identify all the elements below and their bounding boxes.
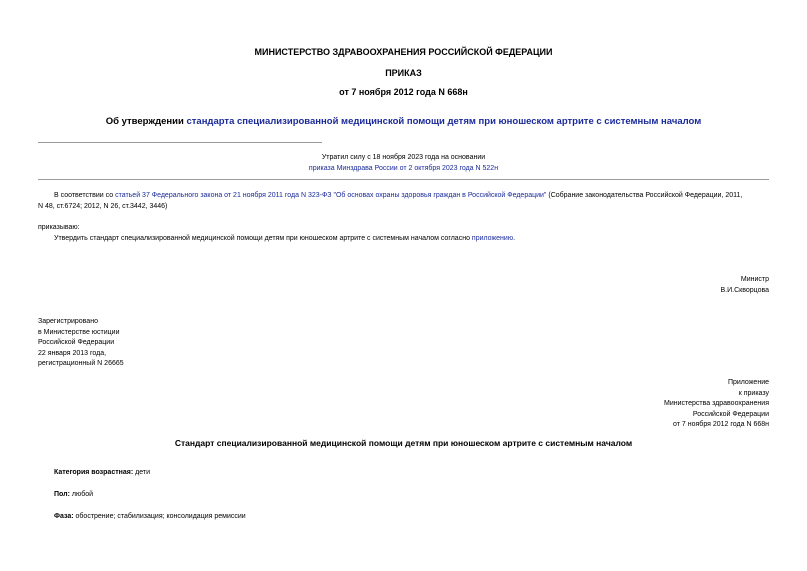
title-standard-link[interactable]: стандарта специализированной медицинской помощи детям при юношеском артрите с системным началом — [186, 116, 702, 127]
preamble-continuation: N 48, ст.6724; 2012, N 26, ст.3442, 3446) — [38, 203, 168, 210]
doc-date-number: от 7 ноября 2012 года N 668н — [339, 87, 468, 97]
appendix-block — [664, 378, 769, 431]
appendix-link[interactable]: приложению — [471, 235, 514, 242]
age-category-value: дети — [133, 469, 150, 476]
registration-block — [38, 317, 124, 370]
phase-field — [54, 512, 246, 523]
preamble-text-b: (Собрание законодательства Российской Федерации, 2011, — [546, 192, 743, 199]
doc-type-heading: ПРИКАЗ — [385, 68, 422, 78]
order-text-b: . — [513, 235, 516, 242]
status-link-line — [0, 164, 807, 175]
status-divider — [38, 179, 769, 180]
phase-value: обострение; стабилизация; консолидация ремиссии — [73, 513, 246, 520]
document-title — [0, 116, 807, 127]
order-paragraph — [54, 234, 515, 245]
sex-label: Пол: — [54, 491, 70, 498]
law-article-link[interactable]: статьей 37 Федерального закона от 21 ноября 2011 года N 323-ФЗ "Об основах охраны здоровья граждан в Российской Федерации" — [115, 192, 547, 199]
preamble-text-a: В соответствии со — [54, 192, 116, 199]
phase-label: Фаза: — [54, 513, 74, 520]
sex-field — [54, 490, 93, 501]
registration-line: 22 января 2013 года, — [38, 349, 107, 357]
registration-line: Российской Федерации — [38, 339, 115, 346]
appendix-line: Приложение — [727, 379, 769, 386]
age-category-label: Категория возрастная: — [54, 469, 134, 476]
status-line: Утратил силу с 18 ноября 2023 года на основании — [321, 154, 486, 161]
appendix-line: Министерства здравоохранения — [664, 400, 769, 407]
appendix-line: Российской Федерации — [692, 410, 769, 418]
top-divider — [38, 142, 322, 143]
preamble-paragraph — [38, 191, 769, 202]
registration-line: Зарегистрировано — [38, 318, 98, 325]
standard-title: Стандарт специализированной медицинской помощи детям при юношеском артрите с системным началом — [174, 438, 633, 448]
appendix-line: к приказу — [738, 389, 769, 397]
order-text-a: Утвердить стандарт специализированной медицинской помощи детям при юношеском артрите с системным началом согласно — [54, 235, 472, 242]
appendix-line: от 7 ноября 2012 года N 668н — [673, 421, 769, 428]
signature-position: Министр — [740, 276, 769, 283]
ministry-heading: МИНИСТЕРСТВО ЗДРАВООХРАНЕНИЯ РОССИЙСКОЙ ФЕДЕРАЦИИ — [254, 47, 553, 57]
signature-name: В.И.Скворцова — [720, 287, 769, 294]
age-category-field — [54, 468, 150, 479]
registration-line: в Министерстве юстиции — [38, 328, 120, 336]
repeal-order-link[interactable]: приказа Минздрава России от 2 октября 2023 года N 522н — [308, 165, 499, 172]
title-prefix: Об утверждении — [105, 116, 187, 127]
prikazyvayu-label: приказываю: — [38, 224, 80, 231]
registration-line: регистрационный N 26665 — [38, 360, 124, 367]
sex-value: любой — [69, 491, 94, 498]
